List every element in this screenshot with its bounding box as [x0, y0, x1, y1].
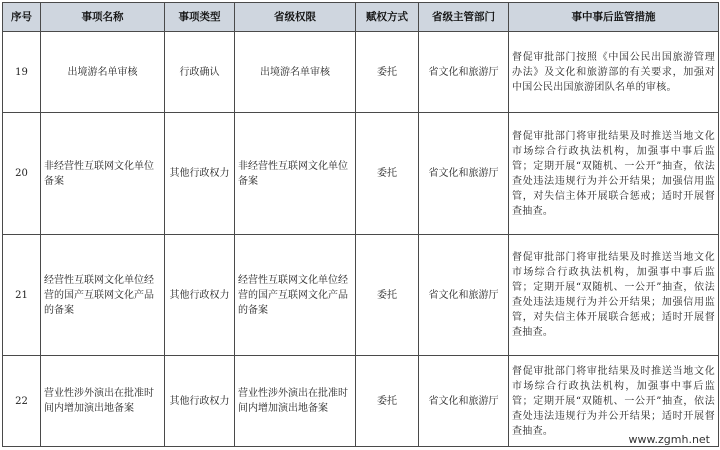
cell-provincial-power: 非经营性互联网文化单位备案	[235, 113, 356, 235]
cell-provincial-power: 营业性涉外演出在批准时间内增加演出地备案	[235, 356, 356, 447]
cell-item-name: 经营性互联网文化单位经营的国产互联网文化产品的备案	[41, 235, 165, 356]
cell-provincial-department: 省文化和旅游厅	[419, 32, 509, 113]
cell-provincial-department: 省文化和旅游厅	[419, 113, 509, 235]
cell-item-name: 非经营性互联网文化单位备案	[41, 113, 165, 235]
header-item-name: 事项名称	[41, 3, 165, 32]
header-authorization-method: 赋权方式	[356, 3, 419, 32]
header-row	[3, 3, 719, 32]
supervision-table	[2, 2, 719, 447]
table-row	[3, 32, 719, 113]
cell-provincial-power: 经营性互联网文化单位经营的国产互联网文化产品的备案	[235, 235, 356, 356]
cell-no: 20	[3, 113, 41, 235]
table-row	[3, 113, 719, 235]
cell-item-name: 出境游名单审核	[41, 32, 165, 113]
cell-item-type: 行政确认	[165, 32, 235, 113]
cell-supervision-measures: 督促审批部门将审批结果及时推送当地文化市场综合行政执法机构，加强事中事后监管；定期开展“双随机、一公开”抽查，依法查处违法违规行为并公开结果；适时开展督查抽查。	[509, 356, 719, 447]
header-item-type: 事项类型	[165, 3, 235, 32]
cell-no: 19	[3, 32, 41, 113]
cell-supervision-measures: 督促审批部门将审批结果及时推送当地文化市场综合行政执法机构，加强事中事后监管；定期开展“双随机、一公开”抽查，依法查处违法违规行为并公开结果；加强信用监管，对失信主体开展联合惩戒；适时开展督查抽查。	[509, 235, 719, 356]
header-provincial-department: 省级主管部门	[419, 3, 509, 32]
table-row	[3, 235, 719, 356]
cell-item-name: 营业性涉外演出在批准时间内增加演出地备案	[41, 356, 165, 447]
header-no: 序号	[3, 3, 41, 32]
cell-authorization-method: 委托	[356, 113, 419, 235]
cell-item-type: 其他行政权力	[165, 113, 235, 235]
cell-supervision-measures: 督促审批部门将审批结果及时推送当地文化市场综合行政执法机构，加强事中事后监管；定期开展“双随机、一公开”抽查，依法查处违法违规行为并公开结果；加强信用监管，对失信主体开展联合惩戒；适时开展督查抽查。	[509, 113, 719, 235]
cell-provincial-department: 省文化和旅游厅	[419, 235, 509, 356]
cell-provincial-power: 出境游名单审核	[235, 32, 356, 113]
cell-supervision-measures: 督促审批部门按照《中国公民出国旅游管理办法》及文化和旅游部的有关要求，加强对中国公民出国旅游团队名单的审核。	[509, 32, 719, 113]
header-supervision-measures: 事中事后监管措施	[509, 3, 719, 32]
cell-item-type: 其他行政权力	[165, 356, 235, 447]
cell-provincial-department: 省文化和旅游厅	[419, 356, 509, 447]
cell-no: 21	[3, 235, 41, 356]
header-provincial-power: 省级权限	[235, 3, 356, 32]
cell-no: 22	[3, 356, 41, 447]
table-row	[3, 356, 719, 447]
cell-authorization-method: 委托	[356, 356, 419, 447]
watermark-text: www.zgmh.net	[628, 433, 710, 446]
cell-item-type: 其他行政权力	[165, 235, 235, 356]
cell-authorization-method: 委托	[356, 235, 419, 356]
cell-authorization-method: 委托	[356, 32, 419, 113]
